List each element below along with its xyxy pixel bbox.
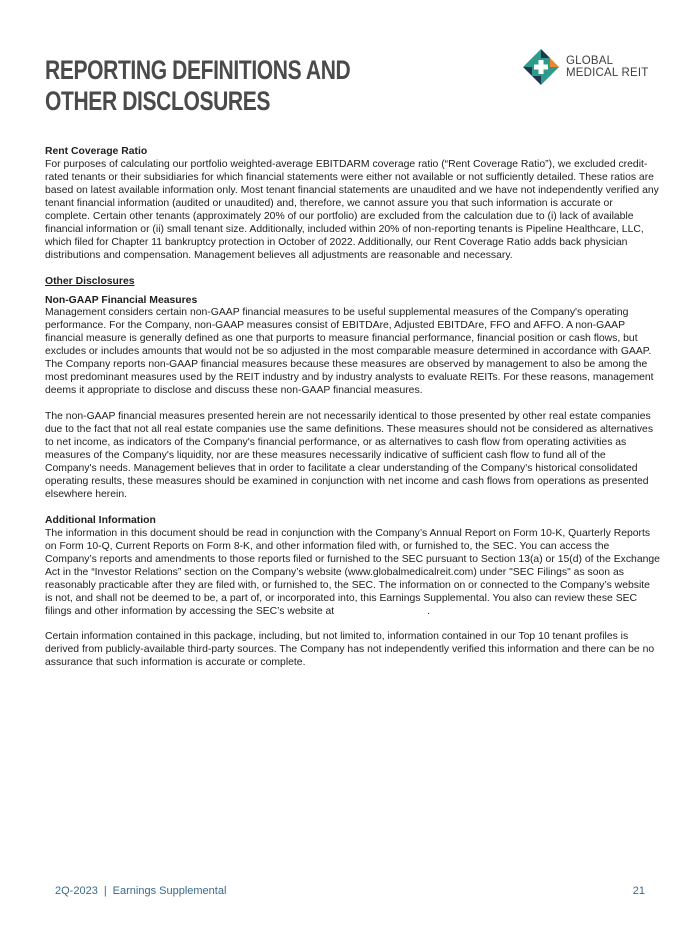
footer-period: 2Q-2023 xyxy=(55,885,98,897)
global-medical-reit-cross-logo-icon xyxy=(522,48,560,86)
additional-info-paragraph-1 xyxy=(45,528,660,619)
page-footer xyxy=(55,885,645,897)
rent-coverage-paragraph: For purposes of calculating our portfolio weighted-average EBITDARM coverage ratio (“Rent Coverage Ratio”), we excluded credit-rated tenants or their subsidiaries for which financial statements were either not available or not sufficiently detailed. These ratios are based on latest available information only. Most tenant financial statements are unaudited and we have not independently verified any tenant financial information (audited or unaudited) and, therefore, we cannot assure you that such information is accurate or complete. Certain other tenants (approximately 20% of our portfolio) are excluded from the calculation due to (i) lack of available financial information or (ii) small tenant size. Additionally, included within 20% of non-reporting tenants is Pipeline Healthcare, LLC, which filed for Chapter 11 bankruptcy protection in October of 2022. Additionally, our Rent Coverage Ratio adds back physician distributions and compensation. Management believes all adjustments are reasonable and necessary. xyxy=(45,158,659,261)
page-title xyxy=(45,55,350,117)
page-number: 21 xyxy=(632,885,645,897)
document-body xyxy=(45,146,660,670)
page-title-line-1: REPORTING DEFINITIONS AND xyxy=(45,55,351,85)
logo-wordmark xyxy=(566,55,649,79)
page-title-line-2: OTHER DISCLOSURES xyxy=(45,86,271,116)
non-gaap-paragraph-2: The non-GAAP financial measures presented herein are not necessarily identical to those presented by other real estate companies due to the fact that not all real estate companies use the same definitions. These measures should not be considered as alternatives to net income, as indicators of the Company's financial performance, or as alternatives to cash flow from operating activities as measures of the Company's liquidity, nor are these measures necessarily indicative of sufficient cash flow to fund all of the Company's needs. Management believes that in order to facilitate a clear understanding of the Company's historical consolidated operating results, these measures should be examined in conjunction with net income and cash flows from operations as presented elsewhere herein. xyxy=(45,411,654,500)
additional-info-text: The information in this document should be read in conjunction with the Company’s Annual Report on Form 10-K, Quarterly Reports on Form 10-Q, Current Reports on Form 8-K, and other information filed with, or furnished to, the SEC. You can access the Company’s reports and amendments to those reports filed or furnished to the SEC pursuant to Section 13(a) or 15(d) of the Exchange Act in the “Investor Relations” section on the Company’s website (www.globalmedicalreit.com) under "SEC Filings" as soon as reasonably practicable after they are filed with, or furnished to, the SEC. The information on or connected to the Company’s website is not, and shall not be deemed to be, a part of, or incorporated into, this Earnings Supplemental. You also can review these SEC filings and other information by accessing the SEC’s website at xyxy=(45,527,660,617)
section-heading-other-disclosures: Other Disclosures xyxy=(45,275,135,287)
section-non-gaap xyxy=(45,295,660,502)
section-heading-non-gaap: Non-GAAP Financial Measures xyxy=(45,294,198,306)
section-heading-rent-coverage: Rent Coverage Ratio xyxy=(45,146,148,157)
additional-info-period: . xyxy=(427,605,430,617)
footer-left xyxy=(55,885,226,897)
company-logo xyxy=(522,48,649,86)
section-heading-additional-info: Additional Information xyxy=(45,514,156,526)
footer-separator: | xyxy=(103,885,107,897)
logo-line-2: MEDICAL REIT xyxy=(566,67,649,79)
non-gaap-paragraph-1: Management considers certain non-GAAP financial measures to be useful supplemental measures of the Company's operating performance. For the Company, non-GAAP measures consist of EBITDAre, Adjusted EBITDAre, FFO and AFFO. A non-GAAP financial measure is generally defined as one that purports to measure financial performance, financial position or cash flows, but excludes or includes amounts that would not be so adjusted in the most comparable measure determined in accordance with GAAP. The Company reports non-GAAP financial measures because these measures are observed by management to also be among the most predominant measures used by the REIT industry and by industry analysts to evaluate REITs. For these reasons, management deems it appropriate to disclose and discuss these non-GAAP financial measures. xyxy=(45,307,654,397)
section-additional-information xyxy=(45,515,660,670)
additional-info-paragraph-2: Certain information contained in this package, including, but not limited to, information contained in our Top 10 tenant profiles is derived from publicly-available third-party sources. The Company has not independently verified this information and there can be no assurance that such information is accurate or complete. xyxy=(45,631,655,669)
logo-line-1: GLOBAL xyxy=(566,55,614,67)
section-rent-coverage-ratio xyxy=(45,146,660,263)
footer-document-name: Earnings Supplemental xyxy=(112,885,227,897)
section-other-disclosures xyxy=(45,276,660,289)
